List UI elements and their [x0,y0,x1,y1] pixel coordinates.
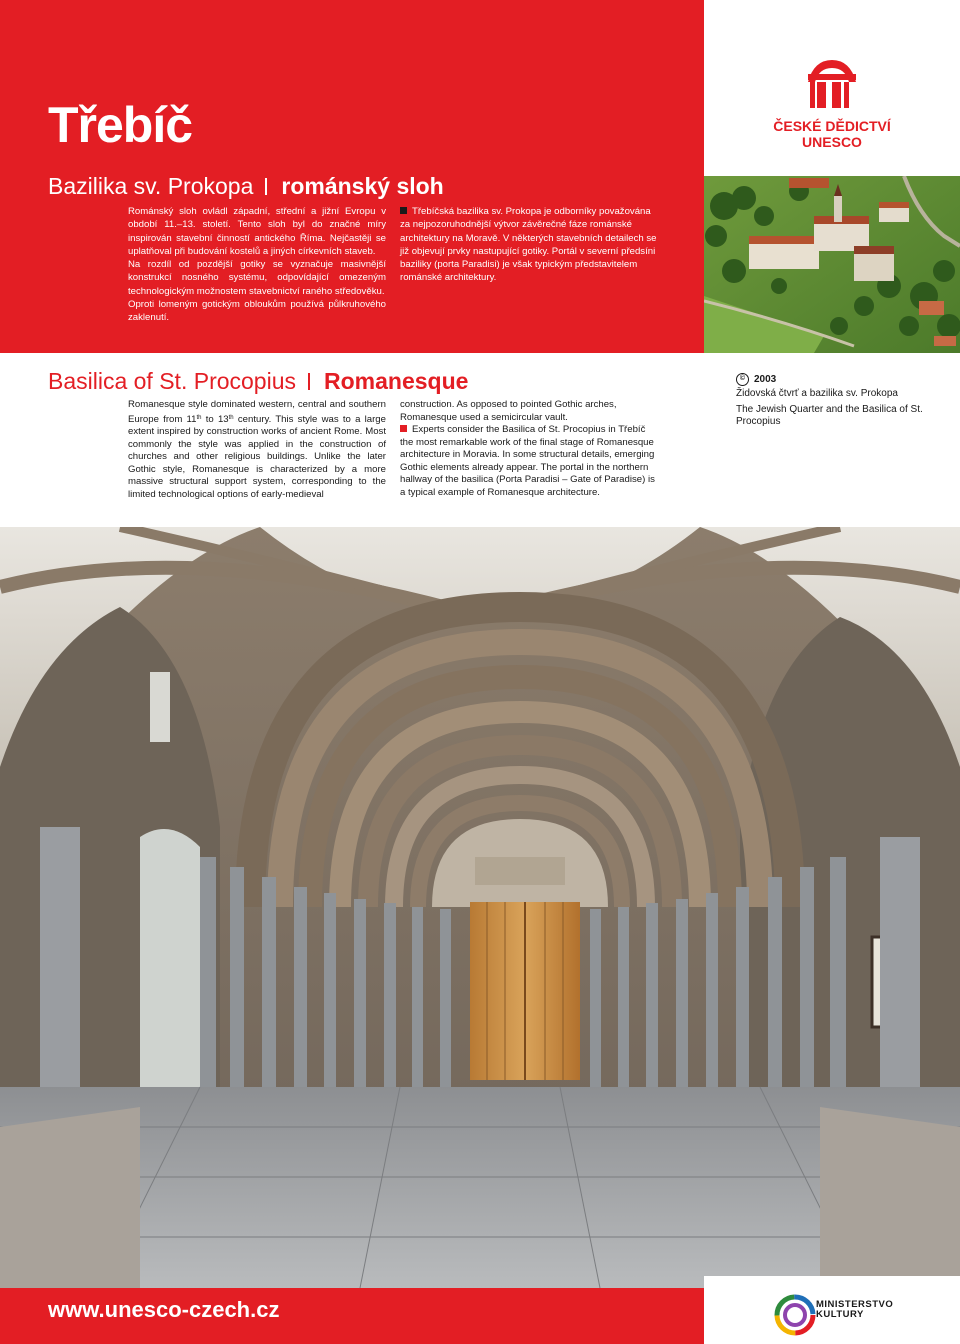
czech-paragraph: Na rozdíl od pozdější gotiky se vyznačuje masivnější konstrukcí nosného systému, odpovídající omezeným technologickým možnostem stavebnictví raného středověku. [128,259,386,297]
english-text-column-2 [400,399,658,499]
aerial-photo [704,176,960,353]
ministry-logo-text [816,1300,893,1320]
superscript: th [196,414,202,421]
copyright-line [736,373,936,386]
superscript: th [228,414,234,421]
czech-text-column-2 [400,205,658,285]
czech-paragraph: Oproti lomeným gotickým obloukům používá půlkruhového zaklenutí. [128,299,386,324]
subtitle-czech [48,173,444,200]
english-paragraph: construction. As opposed to pointed Gothic arches, Romanesque used a semicircular vault. [400,399,617,423]
bullet-square-icon [400,207,407,214]
copyright-icon: © [736,373,749,386]
english-text-part: century. This style was to a large extent inspired by construction works of ancient Rome. Most commonly the style was applied in the construction of churches and other religious buildings. Unlike the later Gothic style, Romanesque is characterized by a more massive structural support system, corresponding to the limited technological options of early-medieval [128,413,386,500]
subtitle-english-main: Basilica of St. Procopius [48,368,297,394]
caption-czech: Židovská čtvrť a bazilika sv. Prokopa [736,388,898,399]
unesco-logo-text [704,118,960,150]
subtitle-divider [265,178,267,195]
english-text-column-1 [128,399,386,501]
page-title: Třebíč [48,97,193,153]
website-url[interactable]: www.unesco-czech.cz [48,1297,280,1322]
logo-line-1: ČESKÉ DĚDICTVÍ [773,118,891,134]
english-paragraph [128,399,386,501]
subtitle-english [48,368,468,395]
porta-paradisi-image [0,527,960,1288]
bullet-square-icon [400,425,407,432]
czech-paragraph: Románský sloh ovládl západní, střední a jižní Evropu v období 11.–13. století. Tento sloh byl do značné míry inspirován stavební činností antického Říma. Nejčastěji se uplatňoval při budování kostelů a jiných církevních staveb. [128,206,386,257]
czech-paragraph-text: Třebíčská bazilika sv. Prokopa je odborníky považována za nejpozoruhodnější výtvor závěrečné fáze románské architektury na Moravě. V některých stavebních detailech se již objevují prvky nastupující gotiky. Portál v severní předsíni baziliky (porta Paradisi) je však typickým představitelem románské architektury. [400,206,657,284]
caption-english: The Jewish Quarter and the Basilica of St. Procopius [736,404,923,427]
ministry-logo-icon [770,1290,820,1340]
logo-line-2: UNESCO [802,134,862,150]
aerial-basilica-image [704,176,960,353]
czech-text-column-1 [128,205,386,325]
ministry-line-2: KULTURY [816,1309,864,1320]
english-text-part: Romanesque style dominated western, central and southern Europe from 11 [128,399,386,425]
ministry-line-1: MINISTERSTVO [816,1299,894,1310]
subtitle-czech-style: románský sloh [281,173,444,199]
subtitle-divider [308,373,310,390]
czech-paragraph [400,205,658,285]
portal-photo [0,527,960,1288]
subtitle-english-style: Romanesque [324,368,469,394]
copyright-year: 2003 [754,373,777,385]
subtitle-czech-main: Bazilika sv. Prokopa [48,173,254,199]
english-text-part: to 13 [201,413,229,425]
photo-credits [736,373,936,428]
english-paragraph [400,424,658,499]
english-paragraph-text: Experts consider the Basilica of St. Procopius in Třebíč the most remarkable work of the final stage of Romanesque architecture in Moravia. In some structural details, emerging Gothic elements already appear. The portal in the northern hallway of the basilica (Porta Paradisi – Gate of Paradise) is a typical example of Romanesque architecture. [400,424,655,498]
